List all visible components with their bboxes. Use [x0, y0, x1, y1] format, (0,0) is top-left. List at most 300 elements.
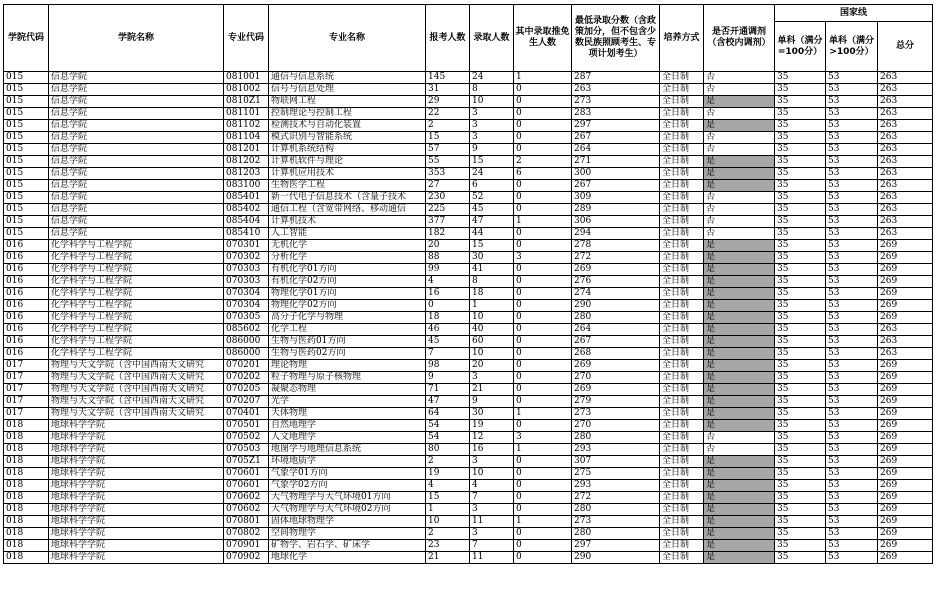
applicants-cell: 54: [426, 432, 470, 444]
admitted-cell: 16: [470, 444, 514, 456]
min-score-cell: 268: [572, 348, 660, 360]
applicants-cell: 377: [426, 216, 470, 228]
min-score-cell: 269: [572, 384, 660, 396]
min-score-cell: 287: [572, 72, 660, 84]
college-name-cell: 地球科学学院: [49, 492, 224, 504]
table-row: [4, 420, 933, 432]
college-name-cell: 化学科学与工程学院: [49, 336, 224, 348]
line-single-over100-cell: 53: [826, 432, 878, 444]
applicants-cell: 4: [426, 480, 470, 492]
min-score-cell: 267: [572, 132, 660, 144]
college-code-cell: 017: [4, 396, 49, 408]
major-code-cell: 081201: [224, 144, 269, 156]
table-row: [4, 456, 933, 468]
college-name-cell: 信息学院: [49, 228, 224, 240]
study-mode-cell: 全日制: [660, 540, 704, 552]
college-name-cell: 化学科学与工程学院: [49, 348, 224, 360]
line-single-100-cell: 35: [775, 516, 826, 528]
college-code-cell: 015: [4, 108, 49, 120]
major-name-cell: 光学: [269, 396, 426, 408]
applicants-cell: 19: [426, 468, 470, 480]
table-row: [4, 516, 933, 528]
table-row: [4, 180, 933, 192]
line-total-cell: 269: [878, 252, 933, 264]
line-single-over100-cell: 53: [826, 504, 878, 516]
adjustment-cell: 是: [704, 240, 775, 252]
line-total-cell: 269: [878, 276, 933, 288]
major-name-cell: 有机化学01方向: [269, 264, 426, 276]
line-single-100-cell: 35: [775, 156, 826, 168]
major-code-cell: 070202: [224, 372, 269, 384]
study-mode-cell: 全日制: [660, 420, 704, 432]
table-row: [4, 156, 933, 168]
line-total-cell: 263: [878, 204, 933, 216]
table-row: [4, 276, 933, 288]
recommended-cell: 0: [514, 96, 572, 108]
college-name-cell: 化学科学与工程学院: [49, 264, 224, 276]
major-code-cell: 085401: [224, 192, 269, 204]
admitted-cell: 21: [470, 384, 514, 396]
major-name-cell: 大气物理学与大气环境01方向: [269, 492, 426, 504]
table-row: [4, 360, 933, 372]
table-row: [4, 96, 933, 108]
college-name-cell: 物理与天文学院（含中国西南天文研究: [49, 396, 224, 408]
major-name-cell: 人工智能: [269, 228, 426, 240]
admitted-cell: 9: [470, 396, 514, 408]
college-code-cell: 015: [4, 120, 49, 132]
adjustment-cell: 是: [704, 504, 775, 516]
line-total-cell: 269: [878, 240, 933, 252]
adjustment-cell: 否: [704, 72, 775, 84]
major-code-cell: 083100: [224, 180, 269, 192]
recommended-cell: 0: [514, 552, 572, 564]
college-name-cell: 信息学院: [49, 96, 224, 108]
study-mode-cell: 全日制: [660, 228, 704, 240]
admitted-cell: 47: [470, 216, 514, 228]
applicants-cell: 54: [426, 420, 470, 432]
study-mode-cell: 全日制: [660, 204, 704, 216]
line-total-cell: 269: [878, 516, 933, 528]
adjustment-cell: 是: [704, 156, 775, 168]
study-mode-cell: 全日制: [660, 240, 704, 252]
line-single-over100-cell: 53: [826, 264, 878, 276]
recommended-cell: 0: [514, 192, 572, 204]
min-score-cell: 272: [572, 492, 660, 504]
line-total-cell: 269: [878, 492, 933, 504]
major-name-cell: 生物医学工程: [269, 180, 426, 192]
adjustment-cell: 是: [704, 468, 775, 480]
college-code-cell: 017: [4, 384, 49, 396]
header-recommended: 其中录取推免生人数: [514, 5, 572, 72]
admitted-cell: 10: [470, 312, 514, 324]
table-row: [4, 552, 933, 564]
line-total-cell: 269: [878, 264, 933, 276]
major-name-cell: 理论物理: [269, 360, 426, 372]
line-single-over100-cell: 53: [826, 252, 878, 264]
min-score-cell: 290: [572, 552, 660, 564]
admitted-cell: 8: [470, 84, 514, 96]
major-code-cell: 085404: [224, 216, 269, 228]
min-score-cell: 306: [572, 216, 660, 228]
line-total-cell: 269: [878, 288, 933, 300]
admitted-cell: 40: [470, 324, 514, 336]
major-code-cell: 070305: [224, 312, 269, 324]
major-code-cell: 085402: [224, 204, 269, 216]
min-score-cell: 297: [572, 120, 660, 132]
header-total: 总分: [878, 22, 933, 72]
line-single-over100-cell: 53: [826, 288, 878, 300]
line-total-cell: 269: [878, 396, 933, 408]
line-single-100-cell: 35: [775, 84, 826, 96]
header-college-name: 学院名称: [49, 5, 224, 72]
college-code-cell: 015: [4, 228, 49, 240]
study-mode-cell: 全日制: [660, 84, 704, 96]
adjustment-cell: 是: [704, 480, 775, 492]
line-single-over100-cell: 53: [826, 528, 878, 540]
major-name-cell: 信号与信息处理: [269, 84, 426, 96]
applicants-cell: 9: [426, 372, 470, 384]
college-name-cell: 地球科学学院: [49, 528, 224, 540]
admitted-cell: 24: [470, 72, 514, 84]
line-total-cell: 269: [878, 468, 933, 480]
college-name-cell: 地球科学学院: [49, 444, 224, 456]
study-mode-cell: 全日制: [660, 504, 704, 516]
major-name-cell: 地图学与地理信息系统: [269, 444, 426, 456]
study-mode-cell: 全日制: [660, 300, 704, 312]
table-row: [4, 324, 933, 336]
major-code-cell: 085410: [224, 228, 269, 240]
line-total-cell: 263: [878, 336, 933, 348]
study-mode-cell: 全日制: [660, 348, 704, 360]
college-name-cell: 物理与天文学院（含中国西南天文研究: [49, 408, 224, 420]
table-row: [4, 84, 933, 96]
admitted-cell: 6: [470, 180, 514, 192]
line-single-100-cell: 35: [775, 264, 826, 276]
college-code-cell: 017: [4, 360, 49, 372]
study-mode-cell: 全日制: [660, 468, 704, 480]
major-name-cell: 气象学02方向: [269, 480, 426, 492]
applicants-cell: 0: [426, 300, 470, 312]
college-name-cell: 信息学院: [49, 192, 224, 204]
table-row: [4, 408, 933, 420]
study-mode-cell: 全日制: [660, 480, 704, 492]
line-single-over100-cell: 53: [826, 348, 878, 360]
adjustment-cell: 是: [704, 300, 775, 312]
college-code-cell: 015: [4, 144, 49, 156]
line-total-cell: 263: [878, 228, 933, 240]
college-code-cell: 015: [4, 204, 49, 216]
line-single-over100-cell: 53: [826, 312, 878, 324]
study-mode-cell: 全日制: [660, 528, 704, 540]
college-code-cell: 016: [4, 312, 49, 324]
line-single-100-cell: 35: [775, 372, 826, 384]
admitted-cell: 4: [470, 480, 514, 492]
admitted-cell: 3: [470, 372, 514, 384]
line-total-cell: 263: [878, 348, 933, 360]
major-name-cell: 计算机技术: [269, 216, 426, 228]
study-mode-cell: 全日制: [660, 336, 704, 348]
admitted-cell: 3: [470, 120, 514, 132]
recommended-cell: 0: [514, 372, 572, 384]
table-row: [4, 528, 933, 540]
major-code-cell: 070205: [224, 384, 269, 396]
major-name-cell: 计算机应用技术: [269, 168, 426, 180]
applicants-cell: 99: [426, 264, 470, 276]
adjustment-cell: 是: [704, 252, 775, 264]
applicants-cell: 31: [426, 84, 470, 96]
major-code-cell: 081002: [224, 84, 269, 96]
line-single-over100-cell: 53: [826, 204, 878, 216]
applicants-cell: 22: [426, 108, 470, 120]
adjustment-cell: 是: [704, 324, 775, 336]
adjustment-cell: 是: [704, 348, 775, 360]
study-mode-cell: 全日制: [660, 96, 704, 108]
college-name-cell: 地球科学学院: [49, 420, 224, 432]
min-score-cell: 269: [572, 360, 660, 372]
line-single-over100-cell: 53: [826, 300, 878, 312]
adjustment-cell: 否: [704, 84, 775, 96]
major-code-cell: 070303: [224, 264, 269, 276]
table-row: [4, 492, 933, 504]
study-mode-cell: 全日制: [660, 360, 704, 372]
table-row: [4, 120, 933, 132]
adjustment-cell: 是: [704, 396, 775, 408]
line-single-over100-cell: 53: [826, 240, 878, 252]
recommended-cell: 0: [514, 480, 572, 492]
major-code-cell: 070303: [224, 276, 269, 288]
min-score-cell: 300: [572, 168, 660, 180]
applicants-cell: 46: [426, 324, 470, 336]
major-code-cell: 070301: [224, 240, 269, 252]
admitted-cell: 3: [470, 132, 514, 144]
admitted-cell: 18: [470, 288, 514, 300]
study-mode-cell: 全日制: [660, 516, 704, 528]
line-single-100-cell: 35: [775, 432, 826, 444]
min-score-cell: 278: [572, 240, 660, 252]
line-total-cell: 269: [878, 360, 933, 372]
study-mode-cell: 全日制: [660, 276, 704, 288]
min-score-cell: 270: [572, 420, 660, 432]
applicants-cell: 88: [426, 252, 470, 264]
study-mode-cell: 全日制: [660, 264, 704, 276]
major-name-cell: 计算机系统结构: [269, 144, 426, 156]
applicants-cell: 4: [426, 276, 470, 288]
college-code-cell: 018: [4, 552, 49, 564]
line-total-cell: 263: [878, 168, 933, 180]
line-single-100-cell: 35: [775, 132, 826, 144]
admitted-cell: 15: [470, 156, 514, 168]
major-code-cell: 086000: [224, 348, 269, 360]
recommended-cell: 0: [514, 540, 572, 552]
adjustment-cell: 是: [704, 336, 775, 348]
major-name-cell: 环境地质学: [269, 456, 426, 468]
college-name-cell: 化学科学与工程学院: [49, 252, 224, 264]
college-code-cell: 016: [4, 252, 49, 264]
study-mode-cell: 全日制: [660, 324, 704, 336]
applicants-cell: 2: [426, 456, 470, 468]
college-code-cell: 018: [4, 480, 49, 492]
table-row: [4, 240, 933, 252]
line-total-cell: 269: [878, 552, 933, 564]
applicants-cell: 45: [426, 336, 470, 348]
min-score-cell: 269: [572, 264, 660, 276]
major-code-cell: 081001: [224, 72, 269, 84]
line-total-cell: 269: [878, 444, 933, 456]
admitted-cell: 30: [470, 408, 514, 420]
table-row: [4, 216, 933, 228]
line-single-100-cell: 35: [775, 228, 826, 240]
line-total-cell: 263: [878, 96, 933, 108]
recommended-cell: 0: [514, 84, 572, 96]
min-score-cell: 273: [572, 408, 660, 420]
study-mode-cell: 全日制: [660, 312, 704, 324]
min-score-cell: 289: [572, 204, 660, 216]
recommended-cell: 0: [514, 264, 572, 276]
line-single-100-cell: 35: [775, 552, 826, 564]
adjustment-cell: 是: [704, 516, 775, 528]
admitted-cell: 60: [470, 336, 514, 348]
major-name-cell: 分析化学: [269, 252, 426, 264]
applicants-cell: 145: [426, 72, 470, 84]
major-name-cell: 新一代电子信息技术（含量子技术: [269, 192, 426, 204]
line-total-cell: 269: [878, 540, 933, 552]
adjustment-cell: 是: [704, 288, 775, 300]
line-single-over100-cell: 53: [826, 72, 878, 84]
line-single-over100-cell: 53: [826, 492, 878, 504]
adjustment-cell: 否: [704, 192, 775, 204]
table-body: [4, 72, 933, 564]
recommended-cell: 0: [514, 132, 572, 144]
admitted-cell: 7: [470, 492, 514, 504]
applicants-cell: 15: [426, 492, 470, 504]
major-code-cell: 081202: [224, 156, 269, 168]
min-score-cell: 307: [572, 456, 660, 468]
line-total-cell: 263: [878, 144, 933, 156]
min-score-cell: 264: [572, 144, 660, 156]
admitted-cell: 12: [470, 432, 514, 444]
recommended-cell: 0: [514, 312, 572, 324]
college-code-cell: 018: [4, 528, 49, 540]
adjustment-cell: 是: [704, 264, 775, 276]
line-total-cell: 263: [878, 180, 933, 192]
table-row: [4, 444, 933, 456]
college-name-cell: 信息学院: [49, 156, 224, 168]
study-mode-cell: 全日制: [660, 396, 704, 408]
major-name-cell: 气象学01方向: [269, 468, 426, 480]
min-score-cell: 283: [572, 108, 660, 120]
college-code-cell: 015: [4, 156, 49, 168]
line-total-cell: 263: [878, 156, 933, 168]
table-row: [4, 288, 933, 300]
college-name-cell: 信息学院: [49, 204, 224, 216]
adjustment-cell: 是: [704, 180, 775, 192]
line-single-over100-cell: 53: [826, 384, 878, 396]
college-code-cell: 015: [4, 192, 49, 204]
major-name-cell: 无机化学: [269, 240, 426, 252]
min-score-cell: 273: [572, 96, 660, 108]
college-name-cell: 物理与天文学院（含中国西南天文研究: [49, 372, 224, 384]
recommended-cell: 0: [514, 456, 572, 468]
admitted-cell: 10: [470, 96, 514, 108]
college-name-cell: 化学科学与工程学院: [49, 276, 224, 288]
study-mode-cell: 全日制: [660, 288, 704, 300]
line-single-100-cell: 35: [775, 276, 826, 288]
line-single-over100-cell: 53: [826, 276, 878, 288]
major-name-cell: 生物与医药02方向: [269, 348, 426, 360]
min-score-cell: 280: [572, 432, 660, 444]
study-mode-cell: 全日制: [660, 144, 704, 156]
admitted-cell: 7: [470, 540, 514, 552]
major-code-cell: 070201: [224, 360, 269, 372]
line-single-over100-cell: 53: [826, 444, 878, 456]
study-mode-cell: 全日制: [660, 252, 704, 264]
line-single-over100-cell: 53: [826, 516, 878, 528]
line-single-100-cell: 35: [775, 252, 826, 264]
major-code-cell: 070401: [224, 408, 269, 420]
table-row: [4, 144, 933, 156]
table-row: [4, 504, 933, 516]
line-single-over100-cell: 53: [826, 336, 878, 348]
recommended-cell: 0: [514, 120, 572, 132]
college-name-cell: 物理与天文学院（含中国西南天文研究: [49, 360, 224, 372]
study-mode-cell: 全日制: [660, 72, 704, 84]
admitted-cell: 11: [470, 516, 514, 528]
college-code-cell: 018: [4, 540, 49, 552]
header-study-mode: 培养方式: [660, 5, 704, 72]
line-single-over100-cell: 53: [826, 156, 878, 168]
header-college-code: 学院代码: [4, 5, 49, 72]
line-single-100-cell: 35: [775, 480, 826, 492]
college-code-cell: 015: [4, 132, 49, 144]
adjustment-cell: 是: [704, 96, 775, 108]
adjustment-cell: 是: [704, 540, 775, 552]
line-single-over100-cell: 53: [826, 468, 878, 480]
table-row: [4, 480, 933, 492]
major-name-cell: 化学工程: [269, 324, 426, 336]
line-single-100-cell: 35: [775, 312, 826, 324]
major-code-cell: 070801: [224, 516, 269, 528]
line-single-over100-cell: 53: [826, 420, 878, 432]
major-name-cell: 凝聚态物理: [269, 384, 426, 396]
study-mode-cell: 全日制: [660, 432, 704, 444]
recommended-cell: 0: [514, 108, 572, 120]
line-single-100-cell: 35: [775, 420, 826, 432]
study-mode-cell: 全日制: [660, 120, 704, 132]
college-name-cell: 化学科学与工程学院: [49, 324, 224, 336]
line-single-100-cell: 35: [775, 468, 826, 480]
applicants-cell: 7: [426, 348, 470, 360]
major-name-cell: 固体地球物理学: [269, 516, 426, 528]
recommended-cell: 6: [514, 168, 572, 180]
recommended-cell: 0: [514, 288, 572, 300]
min-score-cell: 273: [572, 516, 660, 528]
line-single-100-cell: 35: [775, 360, 826, 372]
recommended-cell: 0: [514, 240, 572, 252]
major-name-cell: 物理化学02方向: [269, 300, 426, 312]
adjustment-cell: 否: [704, 228, 775, 240]
applicants-cell: 64: [426, 408, 470, 420]
college-name-cell: 化学科学与工程学院: [49, 240, 224, 252]
study-mode-cell: 全日制: [660, 444, 704, 456]
applicants-cell: 47: [426, 396, 470, 408]
min-score-cell: 270: [572, 372, 660, 384]
college-code-cell: 018: [4, 444, 49, 456]
adjustment-cell: 是: [704, 456, 775, 468]
adjustment-cell: 是: [704, 120, 775, 132]
line-single-over100-cell: 53: [826, 552, 878, 564]
recommended-cell: 0: [514, 228, 572, 240]
applicants-cell: 1: [426, 504, 470, 516]
